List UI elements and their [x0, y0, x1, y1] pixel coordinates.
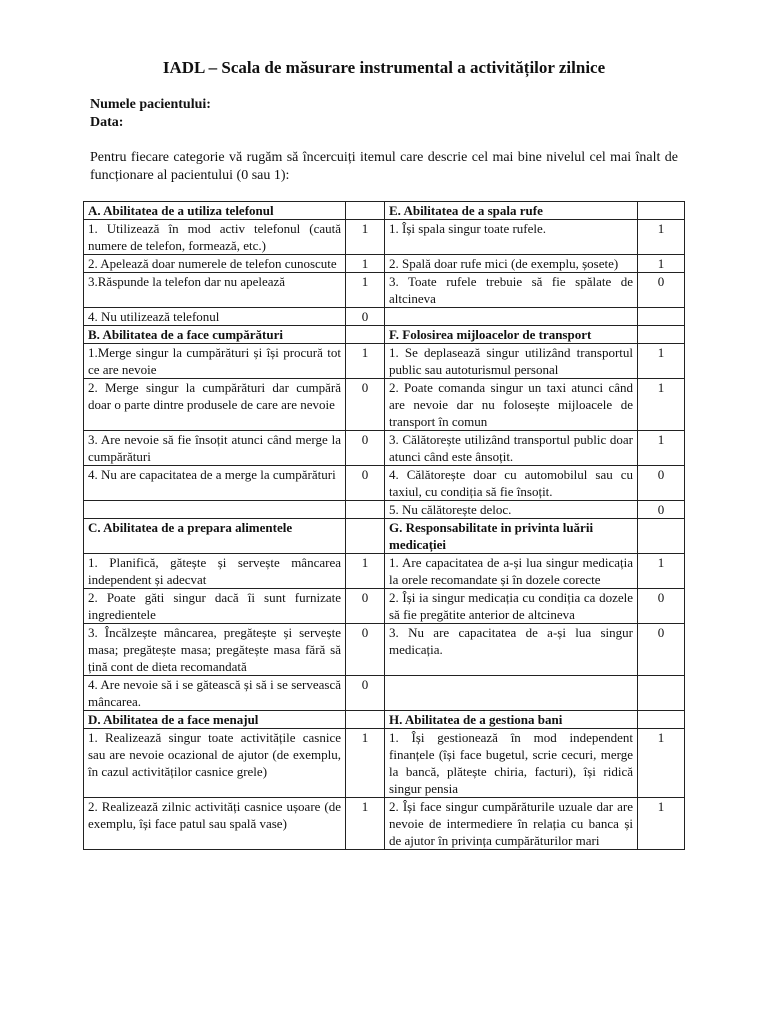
section-header-row [84, 202, 685, 220]
score-right: 1 [638, 379, 685, 431]
section-header-left: A. Abilitatea de a utiliza telefonul [84, 202, 346, 220]
section-header-right: F. Folosirea mijloacelor de transport [385, 326, 638, 344]
item-text-left: 1. Planifică, gătește și servește mâncarea independent și adecvat [84, 554, 346, 589]
score-left: 1 [346, 255, 385, 273]
item-text-right: 2. Își face singur cumpărăturile uzuale dar are nevoie de intermediere în relația cu banca și de ajutor în privința cumpărăturilor mari [385, 798, 638, 850]
item-row [84, 308, 685, 326]
score-right: 0 [638, 501, 685, 519]
item-row [84, 431, 685, 466]
score-right: 1 [638, 220, 685, 255]
score-cell-empty [638, 519, 685, 554]
score-cell-empty [638, 202, 685, 220]
item-row [84, 344, 685, 379]
item-text-left: 2. Poate găti singur dacă îi sunt furnizate ingredientele [84, 589, 346, 624]
score-right: 0 [638, 624, 685, 676]
score-right: 0 [638, 589, 685, 624]
item-text-right: 3. Nu are capacitatea de a-și lua singur medicația. [385, 624, 638, 676]
item-text-right [385, 676, 638, 711]
item-text-right: 1. Își gestionează în mod independent finanțele (își face bugetul, scrie cecuri, merge la bancă, plătește chiria, facturi), își ridică singur pensia [385, 729, 638, 798]
score-left: 1 [346, 554, 385, 589]
item-row [84, 554, 685, 589]
score-right: 1 [638, 344, 685, 379]
item-text-right: 5. Nu călătorește deloc. [385, 501, 638, 519]
score-left: 0 [346, 466, 385, 501]
item-text-left: 4. Nu utilizează telefonul [84, 308, 346, 326]
item-text-left: 2. Apelează doar numerele de telefon cunoscute [84, 255, 346, 273]
section-header-right: E. Abilitatea de a spala rufe [385, 202, 638, 220]
score-right: 1 [638, 798, 685, 850]
item-text-right: 3. Toate rufele trebuie să fie spălate de altcineva [385, 273, 638, 308]
item-row [84, 255, 685, 273]
section-header-left: C. Abilitatea de a prepara alimentele [84, 519, 346, 554]
score-cell-empty [638, 326, 685, 344]
item-text-left: 1. Realizează singur toate activitățile casnice sau are nevoie ocazional de ajutor (de exemplu, în cazul activităților casnice grele) [84, 729, 346, 798]
item-text-left: 3.Răspunde la telefon dar nu apelează [84, 273, 346, 308]
date-label: Data: [90, 115, 124, 130]
score-left: 1 [346, 798, 385, 850]
item-row [84, 273, 685, 308]
item-text-right: 1. Se deplasează singur utilizând transportul public sau autoturismul personal [385, 344, 638, 379]
score-cell-empty [638, 711, 685, 729]
item-text-left: 3. Încălzește mâncarea, pregătește și servește masa; pregătește masa; pregătește masa fără să țină cont de dieta recomandată [84, 624, 346, 676]
score-cell-empty [346, 202, 385, 220]
item-text-left: 1.Merge singur la cumpărături și își procură tot ce are nevoie [84, 344, 346, 379]
section-header-right: G. Responsabilitate in privinta luării medicației [385, 519, 638, 554]
item-text-left: 4. Are nevoie să i se gătească și să i se servească mâncarea. [84, 676, 346, 711]
score-left: 0 [346, 379, 385, 431]
item-text-left: 2. Realizează zilnic activități casnice ușoare (de exemplu, își face patul sau spală vase) [84, 798, 346, 850]
patient-info [90, 96, 211, 132]
score-left [346, 501, 385, 519]
item-row [84, 589, 685, 624]
page-title: IADL – Scala de măsurare instrumental a activităților zilnice [162, 58, 606, 77]
score-left: 0 [346, 676, 385, 711]
score-right: 1 [638, 729, 685, 798]
item-text-right: 1. Are capacitatea de a-și lua singur medicația la orele recomandate și în dozele corecte [385, 554, 638, 589]
instructions-text: Pentru fiecare categorie vă rugăm să încercuiți itemul care descrie cel mai bine nivelul cel mai înalt de funcționare al pacientului (0 sau 1): [90, 150, 678, 183]
score-right [638, 308, 685, 326]
score-left: 1 [346, 220, 385, 255]
score-left: 1 [346, 273, 385, 308]
item-text-left: 2. Merge singur la cumpărături dar cumpără doar o parte dintre produsele de care are nevoie [84, 379, 346, 431]
score-right: 0 [638, 466, 685, 501]
item-row [84, 676, 685, 711]
section-header-left: B. Abilitatea de a face cumpărături [84, 326, 346, 344]
score-left: 1 [346, 344, 385, 379]
item-row [84, 379, 685, 431]
score-right: 1 [638, 554, 685, 589]
item-text-right: 1. Își spala singur toate rufele. [385, 220, 638, 255]
score-right: 1 [638, 431, 685, 466]
score-right [638, 676, 685, 711]
iadl-table [83, 201, 685, 850]
item-row [84, 220, 685, 255]
item-row [84, 624, 685, 676]
score-left: 0 [346, 431, 385, 466]
score-cell-empty [346, 326, 385, 344]
score-left: 1 [346, 729, 385, 798]
item-text-right: 2. Spală doar rufe mici (de exemplu, șosete) [385, 255, 638, 273]
score-left: 0 [346, 308, 385, 326]
item-text-left: 3. Are nevoie să fie însoțit atunci când merge la cumpărături [84, 431, 346, 466]
section-header-right: H. Abilitatea de a gestiona bani [385, 711, 638, 729]
item-text-left: 4. Nu are capacitatea de a merge la cumpărături [84, 466, 346, 501]
item-text-right: 4. Călătorește doar cu automobilul sau cu taxiul, cu condiția să fie însoțit. [385, 466, 638, 501]
score-left: 0 [346, 624, 385, 676]
iadl-table-body [84, 202, 685, 850]
section-header-left: D. Abilitatea de a face menajul [84, 711, 346, 729]
item-text-left: 1. Utilizează în mod activ telefonul (caută numere de telefon, formează, etc.) [84, 220, 346, 255]
item-text-right: 2. Poate comanda singur un taxi atunci când are nevoie dar nu folosește mijloacele de transport în comun [385, 379, 638, 431]
section-header-row [84, 326, 685, 344]
score-cell-empty [346, 519, 385, 554]
item-row [84, 501, 685, 519]
section-header-row [84, 711, 685, 729]
patient-name-label: Numele pacientului: [90, 97, 211, 112]
score-left: 0 [346, 589, 385, 624]
item-row [84, 729, 685, 798]
item-text-right [385, 308, 638, 326]
section-header-row [84, 519, 685, 554]
item-text-right: 2. Își ia singur medicația cu condiția ca dozele să fie pregătite anterior de altcineva [385, 589, 638, 624]
item-text-right: 3. Călătorește utilizând transportul public doar atunci când este ânsoțit. [385, 431, 638, 466]
item-row [84, 798, 685, 850]
score-right: 1 [638, 255, 685, 273]
score-right: 0 [638, 273, 685, 308]
item-text-left [84, 501, 346, 519]
score-cell-empty [346, 711, 385, 729]
item-row [84, 466, 685, 501]
